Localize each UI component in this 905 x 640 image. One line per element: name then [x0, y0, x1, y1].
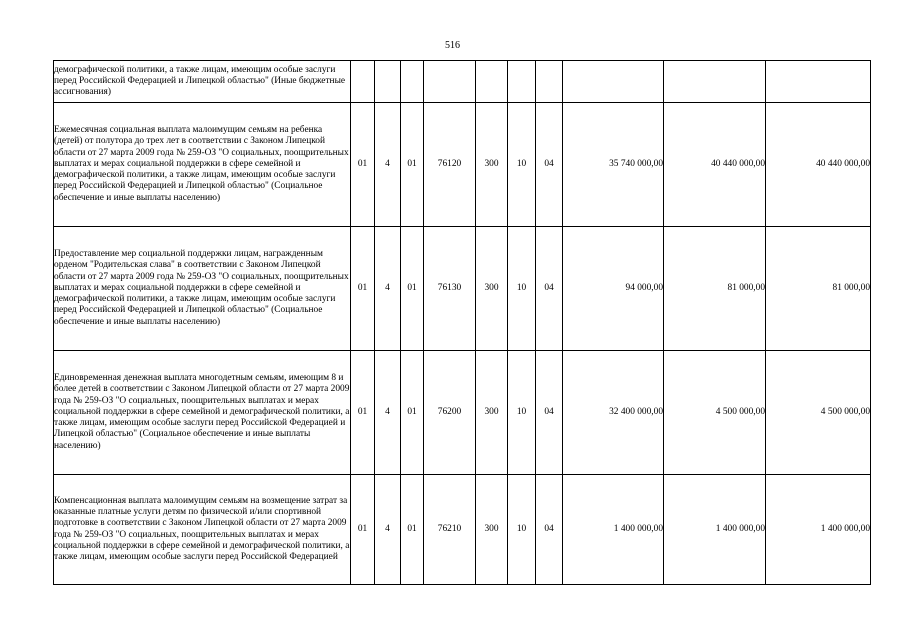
code-cell: 4	[375, 227, 401, 351]
row-description: Компенсационная выплата малоимущим семьям на возмещение затрат за оказанные платные услуги детям по физической и/или спортивной подготовке в соответствии с Законом Липецкой области от 27 марта 2009 года № 259-ОЗ "О социальных, поощрительных выплатах и мерах социальной поддержки в сфере семейной и демографической политики, а также лицам, имеющим особые заслуги перед Российской Федерацией	[54, 475, 351, 585]
amount-cell: 40 440 000,00	[766, 103, 871, 227]
code-cell: 01	[351, 227, 375, 351]
code-cell: 04	[536, 475, 563, 585]
code-cell	[424, 61, 476, 103]
code-cell: 4	[375, 475, 401, 585]
amount-cell: 1 400 000,00	[766, 475, 871, 585]
amount-cell: 1 400 000,00	[664, 475, 766, 585]
amount-cell: 81 000,00	[766, 227, 871, 351]
amount-cell: 81 000,00	[664, 227, 766, 351]
amount-cell	[563, 61, 664, 103]
code-cell: 300	[476, 227, 508, 351]
code-cell: 10	[508, 227, 536, 351]
amount-cell: 32 400 000,00	[563, 351, 664, 475]
code-cell: 04	[536, 351, 563, 475]
code-cell	[536, 61, 563, 103]
code-cell	[401, 61, 424, 103]
amount-cell: 35 740 000,00	[563, 103, 664, 227]
row-description: Единовременная денежная выплата многодетным семьям, имеющим 8 и более детей в соответствии с Законом Липецкой области от 27 марта 2009 года № 259-ОЗ "О социальных, поощрительных выплатах и мерах социальной поддержки в сфере семейной и демографической политики, а также лицам, имеющим особые заслуги перед Российской Федерацией и Липецкой областью" (Социальное обеспечение и иные выплаты населению)	[54, 351, 351, 475]
page-number: 516	[445, 40, 460, 51]
code-cell: 76210	[424, 475, 476, 585]
table-row	[54, 351, 871, 475]
table-row	[54, 103, 871, 227]
code-cell	[508, 61, 536, 103]
code-cell: 01	[351, 351, 375, 475]
table-row	[54, 227, 871, 351]
table-row	[54, 61, 871, 103]
code-cell: 76120	[424, 103, 476, 227]
code-cell: 10	[508, 351, 536, 475]
code-cell: 4	[375, 351, 401, 475]
amount-cell: 94 000,00	[563, 227, 664, 351]
amount-cell: 4 500 000,00	[664, 351, 766, 475]
code-cell: 300	[476, 475, 508, 585]
code-cell: 76200	[424, 351, 476, 475]
code-cell: 01	[351, 475, 375, 585]
code-cell	[375, 61, 401, 103]
code-cell	[351, 61, 375, 103]
code-cell: 300	[476, 351, 508, 475]
amount-cell: 1 400 000,00	[563, 475, 664, 585]
row-description: Предоставление мер социальной поддержки лицам, награжденным орденом "Родительская слава" в соответствии с Законом Липецкой области от 27 марта 2009 года № 259-ОЗ "О социальных, поощрительных выплатах и мерах социальной поддержки в сфере семейной и демографической политики, а также лицам, имеющим особые заслуги перед Российской Федерацией и Липецкой областью" (Социальное обеспечение и иные выплаты населению)	[54, 227, 351, 351]
code-cell: 04	[536, 227, 563, 351]
code-cell: 04	[536, 103, 563, 227]
amount-cell: 4 500 000,00	[766, 351, 871, 475]
budget-table	[53, 60, 871, 585]
code-cell: 4	[375, 103, 401, 227]
code-cell: 300	[476, 103, 508, 227]
code-cell: 76130	[424, 227, 476, 351]
code-cell: 01	[401, 351, 424, 475]
code-cell: 10	[508, 103, 536, 227]
code-cell: 01	[351, 103, 375, 227]
code-cell: 01	[401, 475, 424, 585]
amount-cell: 40 440 000,00	[664, 103, 766, 227]
code-cell: 01	[401, 227, 424, 351]
amount-cell	[766, 61, 871, 103]
row-description: демографической политики, а также лицам, имеющим особые заслуги перед Российской Федерацией и Липецкой областью" (Иные бюджетные ассигнования)	[54, 61, 351, 103]
code-cell	[476, 61, 508, 103]
table-row	[54, 475, 871, 585]
code-cell: 01	[401, 103, 424, 227]
code-cell: 10	[508, 475, 536, 585]
amount-cell	[664, 61, 766, 103]
row-description: Ежемесячная социальная выплата малоимущим семьям на ребенка (детей) от полутора до трех лет в соответствии с Законом Липецкой области от 27 марта 2009 года № 259-ОЗ "О социальных, поощрительных выплатах и мерах социальной поддержки в сфере семейной и демографической политики, а также лицам, имеющим особые заслуги перед Российской Федерацией и Липецкой областью" (Социальное обеспечение и иные выплаты населению)	[54, 103, 351, 227]
